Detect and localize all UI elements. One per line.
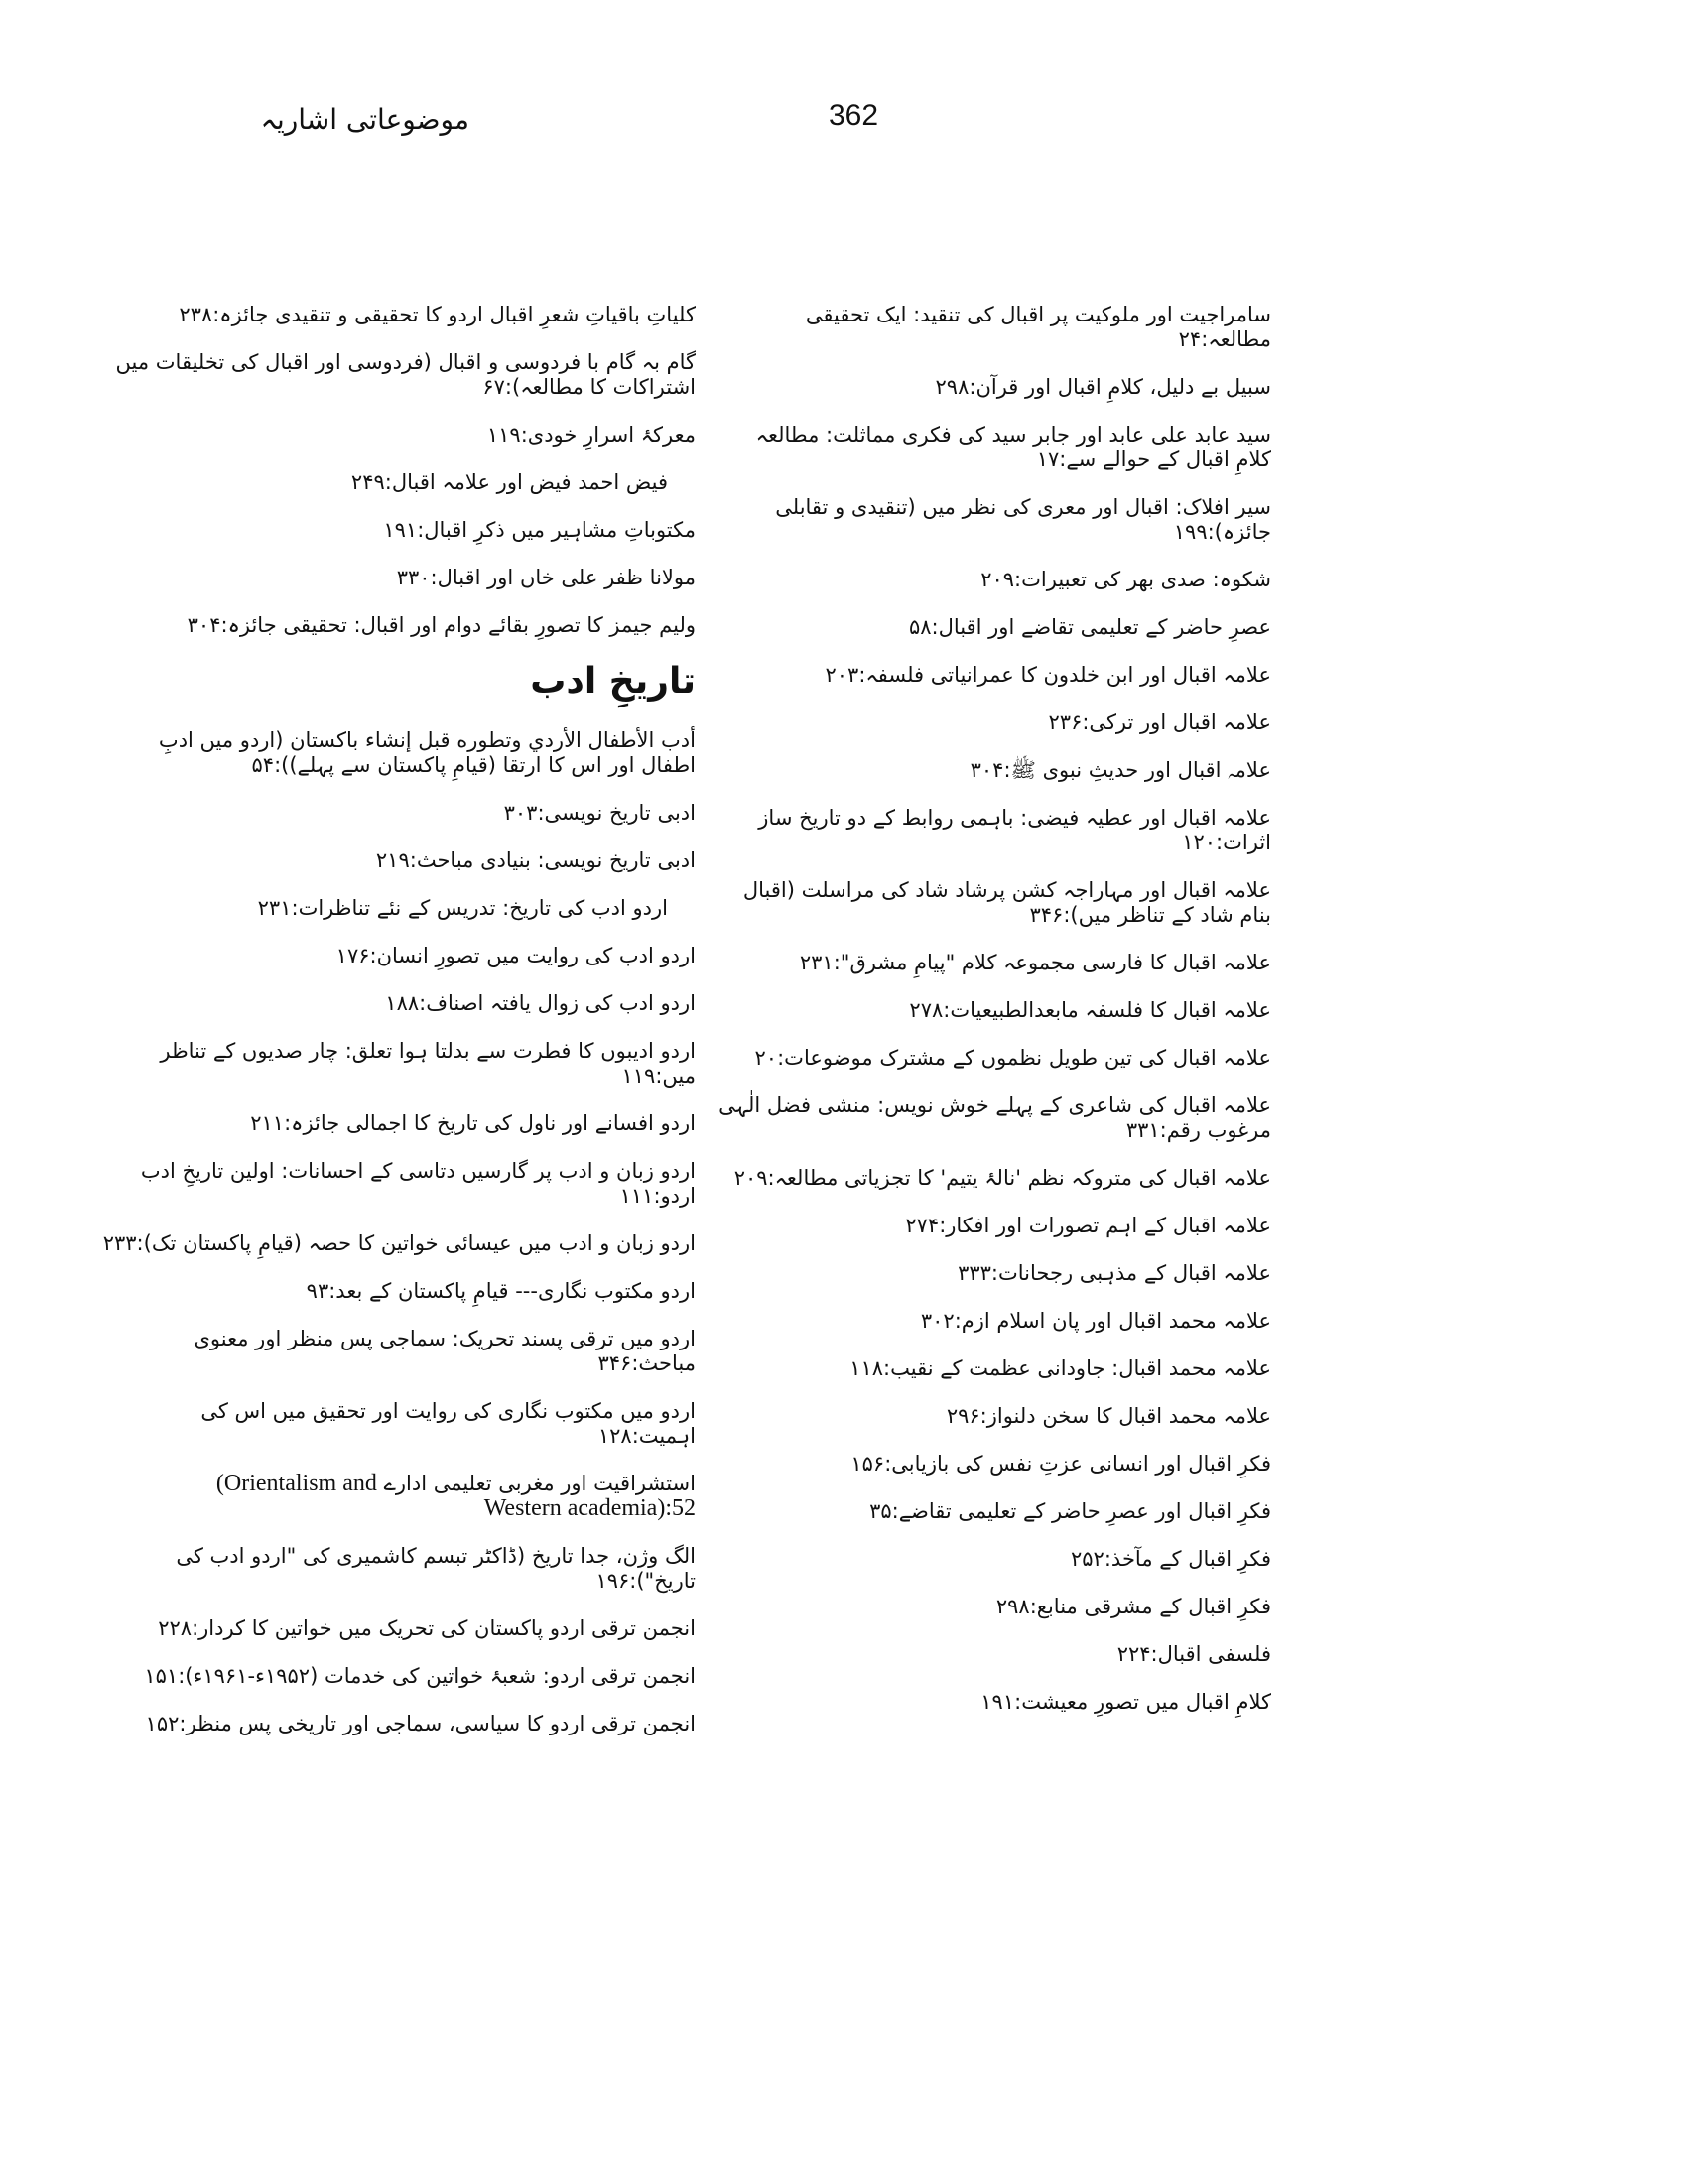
index-entry: علامہ اقبال کی تین طویل نظموں کے مشترک موضوعات:۲۰	[754, 1046, 1271, 1070]
index-entry: اردو ادب کی روایت میں تصورِ انسان:۱۷۶	[335, 944, 696, 967]
index-entry: ادبی تاریخ نویسی: بنیادی مباحث:۲۱۹	[375, 848, 696, 872]
index-entry: اردو ادب کی زوال یافتہ اصناف:۱۸۸	[385, 991, 696, 1015]
index-entry: علامہ اقبال کے اہم تصورات اور افکار:۲۷۴	[905, 1214, 1271, 1237]
index-entry: فیض احمد فیض اور علامہ اقبال:۲۴۹	[350, 470, 668, 494]
page-number: 362	[828, 99, 879, 132]
index-entry: علامہ اقبال اور حدیثِ نبوی ﷺ:۳۰۴	[970, 758, 1271, 782]
entry-urdu-text: استشراقیت اور مغربی تعلیمی ادارے	[383, 1472, 696, 1495]
entry-latin-continuation: Western academia):52	[483, 1495, 696, 1521]
index-entry: علامہ محمد اقبال اور پان اسلام ازم:۳۰۲	[920, 1309, 1271, 1333]
index-entry: اردو افسانے اور ناول کی تاریخ کا اجمالی جائزہ:۲۱۱	[250, 1111, 696, 1135]
index-entry: علامہ اقبال کا فلسفہ مابعدالطبیعیات:۲۷۸	[909, 998, 1271, 1022]
index-entry: اردو میں مکتوب نگاری کی روایت اور تحقیق میں اس کی اہمیت:۱۲۸	[200, 1399, 696, 1448]
index-entry: الگ وژن، جدا تاریخ (ڈاکٹر تبسم کاشمیری کی "اردو ادب کی تاریخ"):۱۹۶	[176, 1544, 696, 1593]
index-entry: کلامِ اقبال میں تصورِ معیشت:۱۹۱	[980, 1690, 1271, 1714]
index-entry: علامہ اقبال اور ابن خلدون کا عمرانیاتی فلسفہ:۲۰۳	[825, 663, 1271, 687]
right-column	[715, 303, 1271, 1737]
entry-latin-text: (Orientalism and	[215, 1471, 377, 1496]
index-entry: کلیاتِ باقیاتِ شعرِ اقبال اردو کا تحقیقی و تنقیدی جائزہ:۲۳۸	[179, 303, 696, 326]
index-entry: علامہ محمد اقبال: جاودانی عظمت کے نقیب:۱۱۸	[849, 1356, 1271, 1380]
index-entry: علامہ اقبال اور عطیہ فیضی: باہمی روابط کے دو تاریخ ساز اثرات:۱۲۰	[758, 806, 1271, 854]
index-entry: اردو ادیبوں کا فطرت سے بدلتا ہوا تعلق: چار صدیوں کے تناظر میں:۱۱۹	[160, 1039, 696, 1088]
index-entry: انجمن ترقی اردو: شعبۂ خواتین کی خدمات (۱۹۵۲ء-۱۹۶۱ء):۱۵۱	[144, 1664, 696, 1688]
left-column	[100, 303, 696, 1759]
index-entry: فکرِ اقبال کے مآخذ:۲۵۲	[1071, 1547, 1271, 1571]
index-entry: اردو زبان و ادب میں عیسائی خواتین کا حصہ (قیامِ پاکستان تک):۲۳۳	[102, 1231, 696, 1255]
index-entry: شکوہ: صدی بھر کی تعبیرات:۲۰۹	[980, 568, 1271, 591]
index-entry: علامہ اقبال کی متروکہ نظم 'نالۂ یتیم' کا تجزیاتی مطالعہ:۲۰۹	[733, 1166, 1271, 1190]
index-entry-orientalism	[100, 1472, 696, 1521]
index-entry: اردو ادب کی تاریخ: تدریس کے نئے تناظرات:۲۳۱	[257, 896, 668, 920]
index-entry: ولیم جیمز کا تصورِ بقائے دوام اور اقبال: تحقیقی جائزہ:۳۰۴	[187, 613, 696, 637]
index-entry: عصرِ حاضر کے تعلیمی تقاضے اور اقبال:۵۸	[908, 615, 1271, 639]
index-entry: فکرِ اقبال کے مشرقی منابع:۲۹۸	[995, 1595, 1271, 1618]
running-header-title: موضوعاتی اشاریہ	[260, 103, 469, 136]
index-entry: انجمن ترقی اردو پاکستان کی تحریک میں خواتین کا کردار:۲۲۸	[158, 1616, 696, 1640]
index-entry: معرکۂ اسرارِ خودی:۱۱۹	[486, 423, 696, 447]
index-entry: فکرِ اقبال اور انسانی عزتِ نفس کی بازیابی:۱۵۶	[850, 1452, 1271, 1476]
index-entry: علامہ اقبال اور مہاراجہ کشن پرشاد شاد کی مراسلت (اقبال بنام شاد کے تناظر میں):۳۴۶	[742, 878, 1271, 927]
index-entry: سیر افلاک: اقبال اور معری کی نظر میں (تنقیدی و تقابلی جائزہ):۱۹۹	[775, 495, 1271, 544]
index-entry: گام بہ گام با فردوسی و اقبال (فردوسی اور اقبال کی تخلیقات میں اشتراکات کا مطالعہ):۶۷	[115, 350, 696, 399]
index-entry: اردو میں ترقی پسند تحریک: سماجی پس منظر اور معنوی مباحث:۳۴۶	[194, 1327, 696, 1375]
index-entry: مکتوباتِ مشاہیر میں ذکرِ اقبال:۱۹۱	[383, 518, 696, 542]
index-entry: علامہ اقبال کی شاعری کے پہلے خوش نویس: منشی فضل الٰہی مرغوب رقم:۳۳۱	[718, 1093, 1271, 1142]
index-entry: فکرِ اقبال اور عصرِ حاضر کے تعلیمی تقاضے:۳۵	[869, 1499, 1271, 1523]
index-entry: علامہ محمد اقبال کا سخن دلنواز:۲۹۶	[946, 1404, 1271, 1428]
index-entry: سامراجیت اور ملوکیت پر اقبال کی تنقید: ایک تحقیقی مطالعہ:۲۴	[805, 303, 1271, 351]
index-entry: سید عابد علی عابد اور جابر سید کی فکری مماثلت: مطالعہ کلامِ اقبال کے حوالے سے:۱۷	[755, 423, 1271, 471]
index-entry: اردو زبان و ادب پر گارسیں دتاسی کے احسانات: اولین تاریخِ ادب اردو:۱۱۱	[140, 1159, 696, 1208]
index-entry: علامہ اقبال کے مذہبی رجحانات:۳۳۳	[958, 1261, 1271, 1285]
section-heading: تاریخِ ادب	[530, 661, 696, 702]
index-entry: علامہ اقبال کا فارسی مجموعہ کلام "پیامِ مشرق":۲۳۱	[799, 951, 1271, 974]
index-entry: أدب الأطفال الأردي وتطوره قبل إنشاء باكستان (اردو میں ادبِ اطفال اور اس کا ارتقا (قیامِ پاکستان سے پہلے)):۵۴	[158, 728, 696, 777]
index-entry: مولانا ظفر علی خاں اور اقبال:۳۳۰	[396, 566, 696, 589]
index-entry: فلسفی اقبال:۲۲۴	[1116, 1642, 1271, 1666]
index-entry: ادبی تاریخ نویسی:۳۰۳	[503, 801, 696, 825]
index-entry: انجمن ترقی اردو کا سیاسی، سماجی اور تاریخی پس منظر:۱۵۲	[145, 1712, 696, 1735]
index-entry: اردو مکتوب نگاری--- قیامِ پاکستان کے بعد:۹۳	[306, 1279, 696, 1303]
index-entry: سبیل بے دلیل، کلامِ اقبال اور قرآن:۲۹۸	[935, 375, 1271, 399]
index-entry: علامہ اقبال اور ترکی:۲۳۶	[1048, 710, 1271, 734]
